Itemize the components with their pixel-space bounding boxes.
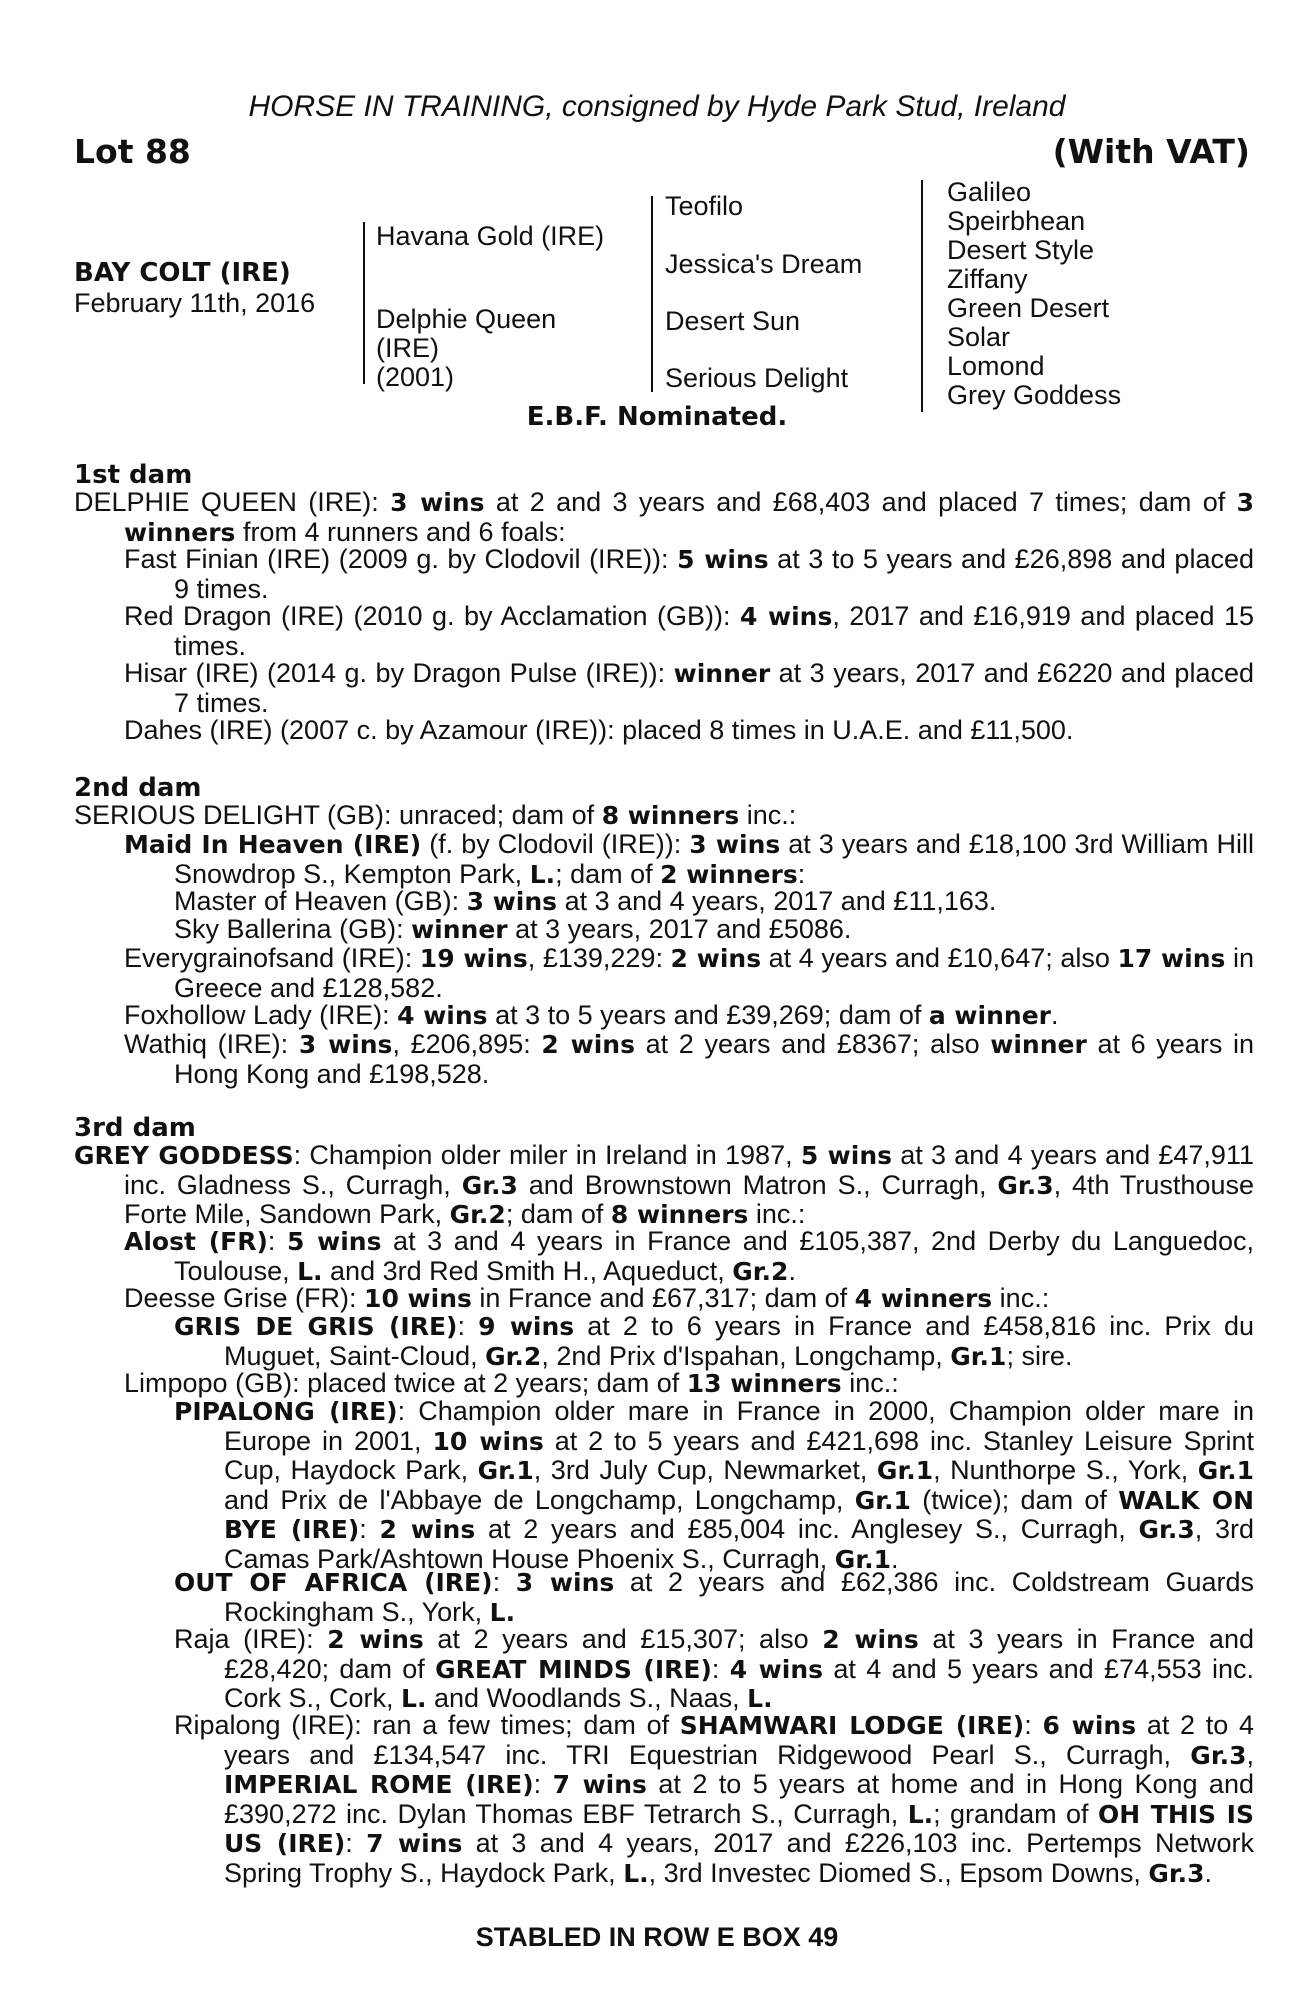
- pedigree-gen3-4: Ziffany: [947, 264, 1028, 294]
- third-dam-heading: 3rd dam: [74, 1113, 196, 1143]
- second-dam-heading: 2nd dam: [74, 773, 202, 803]
- third-dam-produce-1: Alost (FR): 5 wins at 3 and 4 years in France and £105,387, 2nd Derby du Languedoc, Toulouse, L. and 3rd Red Smith H., Aqueduct, Gr.2.: [124, 1226, 1254, 1286]
- second-dam-grandproduce-2: Sky Ballerina (GB): winner at 3 years, 2017 and £5086.: [174, 914, 852, 944]
- first-dam-produce-2: Red Dragon (IRE) (2010 g. by Acclamation (GB)): 4 wins, 2017 and £16,919 and placed 15 times.: [124, 601, 1254, 661]
- pedigree-sire-sire: Teofilo: [665, 191, 744, 221]
- consignment-header: HORSE IN TRAINING, consigned by Hyde Park Stud, Ireland: [248, 90, 1066, 123]
- pedigree-divider-3: [921, 180, 923, 412]
- pedigree-gen3-7: Lomond: [947, 351, 1045, 381]
- first-dam-produce-4: Dahes (IRE) (2007 c. by Azamour (IRE)): placed 8 times in U.A.E. and £11,500.: [124, 715, 1074, 745]
- second-dam-entry: SERIOUS DELIGHT (GB): unraced; dam of 8 winners inc.:: [74, 800, 797, 830]
- stable-location: STABLED IN ROW E BOX 49: [475, 1922, 839, 1952]
- third-dam-grandproduce-2: PIPALONG (IRE): Champion older mare in France in 2000, Champion older mare in Europe in 2001, 10 wins at 2 to 5 years and £421,698 inc. Stanley Leisure Sprint Cup, Haydock Park, Gr.1, 3rd July Cup, Newmarket, Gr.1, Nunthorpe S., York, Gr.1 and Prix de l'Abbaye de Longchamp, Longchamp, Gr.1 (twice); dam of WALK ON BYE (IRE): 2 wins at 2 years and £85,004 inc. Anglesey S., Curragh, Gr.3, 3rd Camas Park/Ashtown House Phoenix S., Curragh, Gr.1.: [174, 1396, 1255, 1574]
- pedigree-dam-line-3: (2001): [376, 362, 455, 392]
- second-dam-produce-4: Wathiq (IRE): 3 wins, £206,895: 2 wins at 2 years and £8367; also winner at 6 years in Hong Kong and £198,528.: [124, 1029, 1254, 1089]
- second-dam-produce-1: Maid In Heaven (IRE) (f. by Clodovil (IRE)): 3 wins at 3 years and £18,100 3rd William Hill Snowdrop S., Kempton Park, L.; dam of 2 winners:: [124, 829, 1255, 889]
- first-dam-entry: DELPHIE QUEEN (IRE): 3 wins at 2 and 3 years and £68,403 and placed 7 times; dam of 3 winners from 4 runners and 6 foals:: [74, 487, 1254, 547]
- pedigree-gen3-8: Grey Goddess: [947, 380, 1122, 410]
- first-dam-produce-3: Hisar (IRE) (2014 g. by Dragon Pulse (IRE)): winner at 3 years, 2017 and £6220 and placed 7 times.: [124, 658, 1254, 718]
- third-dam-produce-3: Limpopo (GB): placed twice at 2 years; dam of 13 winners inc.:: [124, 1368, 899, 1398]
- pedigree-dam-line-1: Delphie Queen: [376, 304, 557, 334]
- horse-title: BAY COLT (IRE): [74, 258, 291, 288]
- pedigree-dam-line-2: (IRE): [376, 333, 439, 363]
- pedigree-gen3-3: Desert Style: [947, 235, 1095, 265]
- vat-label: (With VAT): [1052, 132, 1250, 171]
- pedigree-dam-sire: Desert Sun: [665, 306, 801, 336]
- pedigree-gen3-6: Solar: [947, 322, 1011, 352]
- pedigree-gen3-2: Speirbhean: [947, 206, 1086, 236]
- foaling-date: February 11th, 2016: [74, 288, 316, 318]
- pedigree-divider-1: [363, 222, 365, 384]
- first-dam-heading: 1st dam: [74, 460, 193, 490]
- pedigree-divider-2: [651, 196, 653, 392]
- pedigree-gen3-5: Green Desert: [947, 293, 1110, 323]
- pedigree-dam-dam: Serious Delight: [665, 363, 849, 393]
- pedigree-gen3-1: Galileo: [947, 177, 1032, 207]
- third-dam-grandproduce-5: Ripalong (IRE): ran a few times; dam of SHAMWARI LODGE (IRE): 6 wins at 2 to 4 years and £134,547 inc. TRI Equestrian Ridgewood Pearl S., Curragh, Gr.3, IMPERIAL ROME (IRE): 7 wins at 2 to 5 years at home and in Hong Kong and £390,272 inc. Dylan Thomas EBF Tetrarch S., Curragh, L.; grandam of OH THIS IS US (IRE): 7 wins at 3 and 4 years, 2017 and £226,103 inc. Pertemps Network Spring Trophy S., Haydock Park, L., 3rd Investec Diomed S., Epsom Downs, Gr.3.: [174, 1710, 1255, 1888]
- third-dam-produce-2: Deesse Grise (FR): 10 wins in France and £67,317; dam of 4 winners inc.:: [124, 1283, 1050, 1313]
- pedigree-sire: Havana Gold (IRE): [376, 221, 605, 251]
- second-dam-produce-3: Foxhollow Lady (IRE): 4 wins at 3 to 5 years and £39,269; dam of a winner.: [124, 1000, 1059, 1030]
- third-dam-grandproduce-3: OUT OF AFRICA (IRE): 3 wins at 2 years and £62,386 inc. Coldstream Guards Rockingham S., York, L.: [174, 1567, 1254, 1627]
- third-dam-entry: GREY GODDESS: Champion older miler in Ireland in 1987, 5 wins at 3 and 4 years and £47,911 inc. Gladness S., Curragh, Gr.3 and Brownstown Matron S., Curragh, Gr.3, 4th Trusthouse Forte Mile, Sandown Park, Gr.2; dam of 8 winners inc.:: [74, 1140, 1254, 1229]
- lot-number: Lot 88: [74, 132, 191, 171]
- first-dam-produce-1: Fast Finian (IRE) (2009 g. by Clodovil (IRE)): 5 wins at 3 to 5 years and £26,898 and placed 9 times.: [124, 544, 1254, 604]
- second-dam-produce-2: Everygrainofsand (IRE): 19 wins, £139,229: 2 wins at 4 years and £10,647; also 17 wins in Greece and £128,582.: [124, 943, 1254, 1003]
- third-dam-grandproduce-4: Raja (IRE): 2 wins at 2 years and £15,307; also 2 wins at 3 years in France and £28,420; dam of GREAT MINDS (IRE): 4 wins at 4 and 5 years and £74,553 inc. Cork S., Cork, L. and Woodlands S., Naas, L.: [174, 1624, 1254, 1713]
- pedigree-sire-dam: Jessica's Dream: [665, 249, 863, 279]
- ebf-nomination: E.B.F. Nominated.: [526, 402, 788, 432]
- second-dam-grandproduce-1: Master of Heaven (GB): 3 wins at 3 and 4 years, 2017 and £11,163.: [174, 886, 997, 916]
- third-dam-grandproduce-1: GRIS DE GRIS (IRE): 9 wins at 2 to 6 years in France and £458,816 inc. Prix du Muguet, Saint-Cloud, Gr.2, 2nd Prix d'Ispahan, Longchamp, Gr.1; sire.: [174, 1311, 1255, 1371]
